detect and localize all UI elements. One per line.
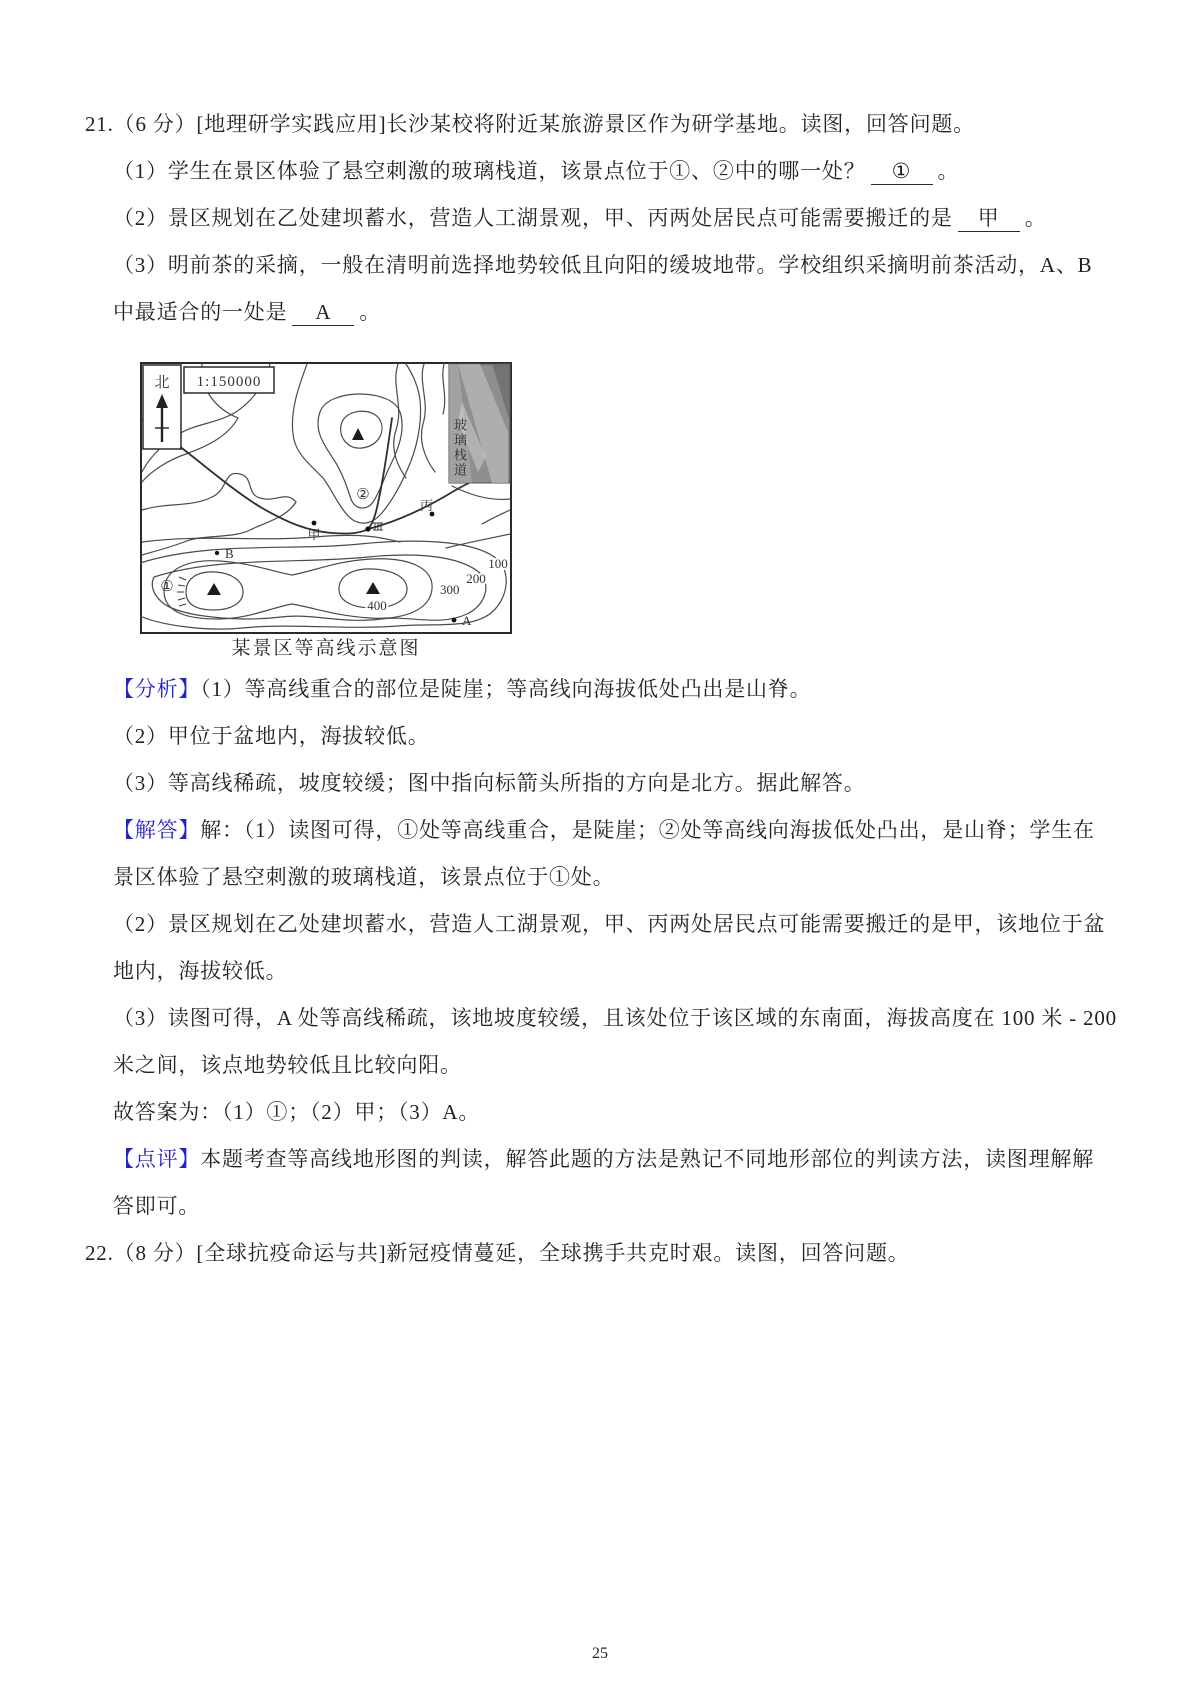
analysis-line3: （3）等高线稀疏，坡度较缓；图中指向标箭头所指的方向是北方。据此解答。 — [113, 771, 866, 795]
analysis-line2: （2）甲位于盆地内，海拔较低。 — [113, 724, 430, 748]
b-point-dot — [215, 551, 219, 555]
q21-sub3-text: 中最适合的一处是 — [113, 300, 288, 324]
analysis-section — [85, 666, 1200, 807]
q21-sub1-answer-blank: ① — [871, 158, 933, 185]
analysis-label: 【分析】 — [113, 677, 201, 701]
contour-map-figure — [140, 362, 512, 634]
label-point-a: A — [462, 613, 472, 628]
solution-text1: 解：（1）读图可得，①处等高线重合，是陡崖；②处等高线向海拔低处凸出，是山脊；学生在 — [200, 818, 1095, 842]
glass-walkway-photo-caption: 玻璃栈道 — [452, 418, 467, 478]
q21-sub2-period: 。 — [1024, 206, 1047, 230]
q21-sub3-answer-blank: A — [292, 299, 354, 326]
comment-section — [85, 1136, 1200, 1230]
label-elev100: 100 — [488, 556, 508, 571]
label-elev200: 200 — [466, 571, 486, 586]
q21-sub3-line1: （3）明前茶的采摘，一般在清明前选择地势较低且向阳的缓坡地带。学校组织采摘明前茶活动，A、B — [113, 253, 1093, 277]
q21-sub1-text: （1）学生在景区体验了悬空刺激的玻璃栈道，该景点位于①、②中的哪一处？ — [113, 159, 866, 183]
q21-stem: 21.（6 分）[地理研学实践应用]长沙某校将附近某旅游景区作为研学基地。读图，回答问题。 — [85, 112, 975, 136]
comment-label: 【点评】 — [113, 1147, 201, 1171]
analysis-text1: （1）等高线重合的部位是陡崖；等高线向海拔低处凸出是山脊。 — [200, 677, 812, 701]
comment-line2: 答即可。 — [113, 1194, 201, 1218]
label-circle2: ② — [356, 487, 370, 503]
q21-sub1-period: 。 — [937, 159, 960, 183]
solution-section — [85, 807, 1200, 1136]
map-caption: 某景区等高线示意图 — [231, 638, 421, 659]
q21-sub2-text: （2）景区规划在乙处建坝蓄水，营造人工湖景观，甲、丙两处居民点可能需要搬迁的是 — [113, 206, 953, 230]
solution-line6: 米之间，该点地势较低且比较向阳。 — [113, 1053, 462, 1077]
q21-sub2 — [113, 195, 1200, 242]
contour-map-svg — [140, 362, 512, 634]
solution-line2: 景区体验了悬空刺激的玻璃栈道，该景点位于①处。 — [113, 865, 615, 889]
a-point-dot — [452, 618, 457, 623]
scale-bar — [184, 367, 274, 393]
solution-answer-summary: 故答案为：（1）①；（2）甲；（3）A。 — [113, 1100, 481, 1124]
q21-sub1 — [113, 148, 1200, 195]
comment-line1 — [113, 1136, 1200, 1183]
jia-point-dot — [312, 521, 317, 526]
solution-line3: （2）景区规划在乙处建坝蓄水，营造人工湖景观，甲、丙两处居民点可能需要搬迁的是甲，该地位于盆 — [113, 912, 1106, 936]
compass — [143, 365, 181, 449]
label-bing: 丙 — [420, 498, 434, 513]
page-number: 25 — [592, 1645, 608, 1662]
label-point-b: B — [225, 546, 234, 561]
analysis-line1 — [113, 666, 1200, 713]
solution-label: 【解答】 — [113, 818, 201, 842]
solution-line4: 地内，海拔较低。 — [113, 959, 288, 983]
q21-sub3-period: 。 — [359, 300, 382, 324]
q22-stem: 22.（8 分）[全球抗疫命运与共]新冠疫情蔓延，全球携手共克时艰。读图，回答问题。 — [85, 1241, 910, 1265]
comment-text1: 本题考查等高线地形图的判读，解答此题的方法是熟记不同地形部位的判读方法，读图理解解 — [200, 1147, 1094, 1171]
north-label: 北 — [154, 375, 170, 391]
solution-line1 — [113, 807, 1200, 854]
label-elev400: 400 — [367, 598, 387, 613]
q21-sub2-answer-blank: 甲 — [958, 205, 1020, 232]
scale-label: 1:150000 — [196, 374, 262, 390]
label-jia: 甲 — [307, 527, 321, 542]
label-elev300: 300 — [440, 582, 460, 597]
label-circle1: ① — [160, 579, 174, 595]
q21-sub3-line2 — [113, 289, 1200, 336]
solution-line5: （3）读图可得，A 处等高线稀疏，该地坡度较缓，且该处位于该区域的东南面，海拔高度在 100 米 - 200 — [113, 1006, 1117, 1030]
